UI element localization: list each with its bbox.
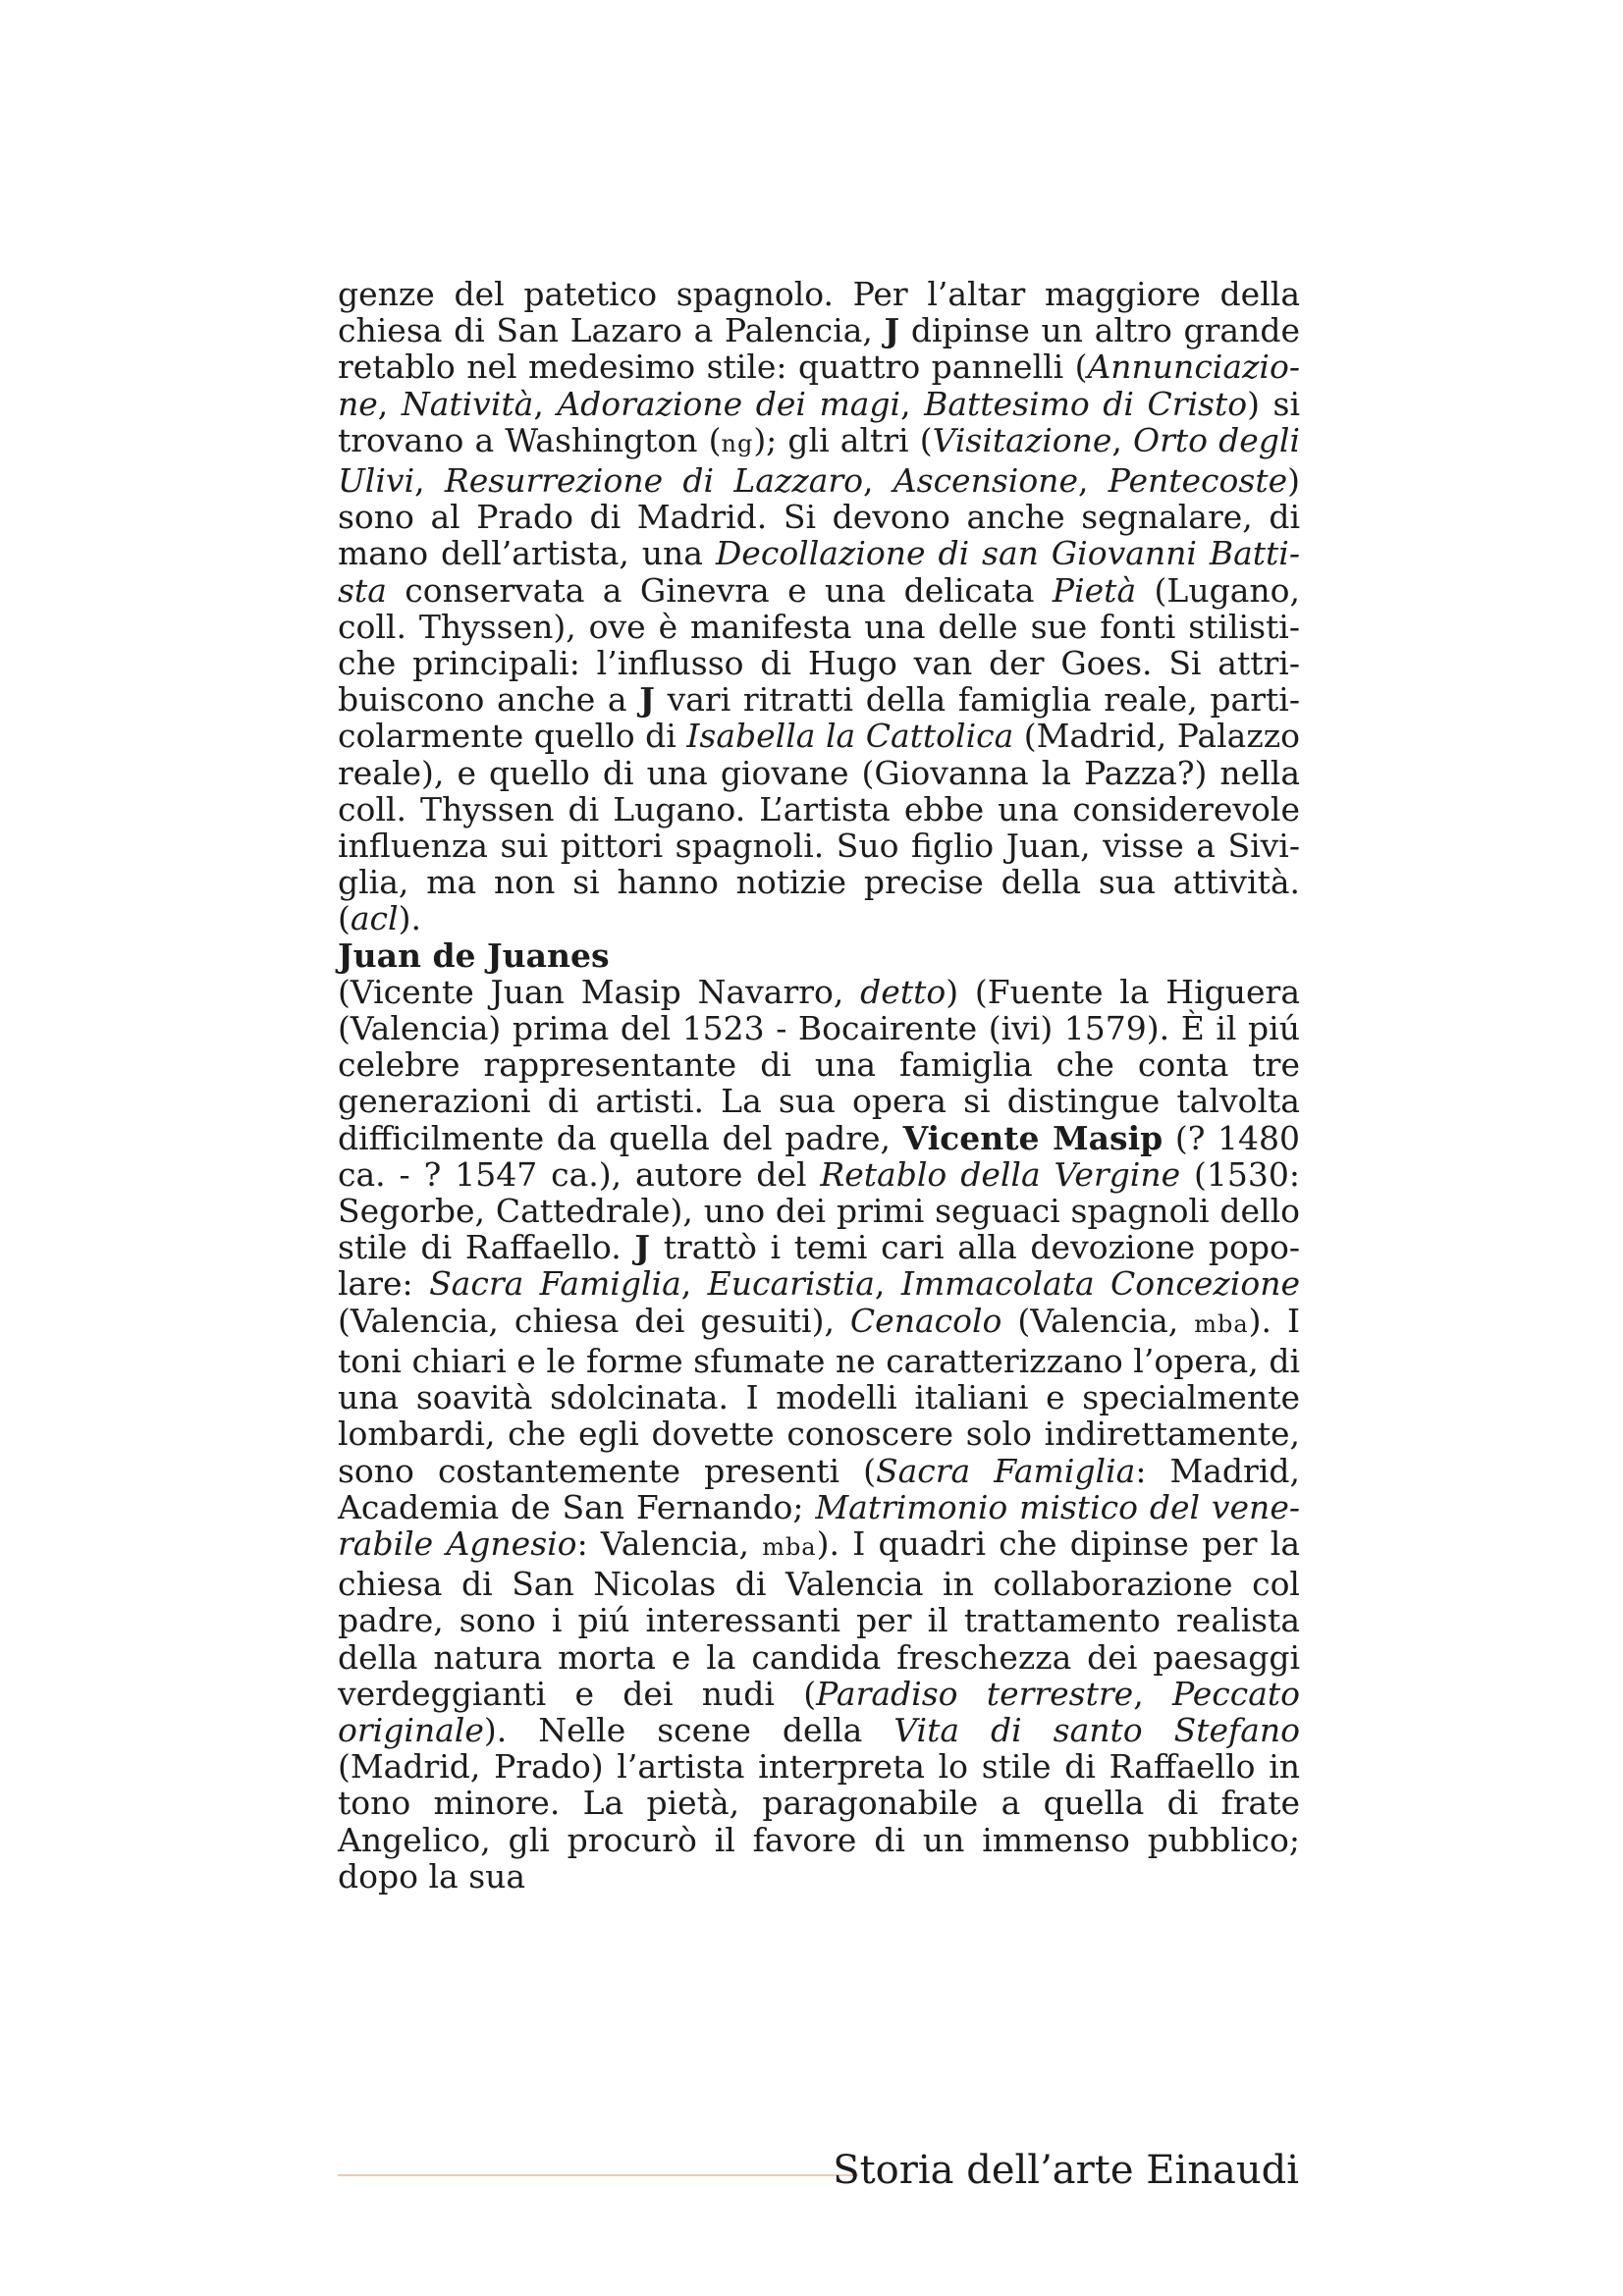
text-run: vari ritratti della famiglia reale, particolarmente quello di	[338, 680, 1300, 756]
italic-run: Paradiso terrestre	[816, 1674, 1134, 1713]
italic-run: Peccato originale	[338, 1674, 1301, 1749]
text-run: ). Nelle scene della	[483, 1710, 894, 1749]
bold-run: J	[639, 680, 655, 720]
text-run: trattò i temi cari alla devozione popolare:	[338, 1228, 1301, 1304]
footer-rule	[338, 2174, 858, 2176]
text-run: ).	[398, 899, 421, 938]
text-run: ) (Fuente la Higuera (Valencia) prima del 1523 - Bocairente (ivi) 1579). È il piú celebre rappresentante di una famiglia che conta tre generazioni di artisti. La sua opera si distingue talvolta difficilmente da quella del padre,	[338, 972, 1300, 1157]
footer-publisher-label: Storia dell’arte Einaudi	[833, 2148, 1299, 2193]
text-run: (Vicente Juan Masip Navarro,	[338, 972, 861, 1011]
paragraph-continuation	[338, 276, 1300, 937]
smallcaps-run: mba	[762, 1532, 817, 1561]
text-run: ); gli altri (	[753, 420, 933, 459]
text-run: (1530: Segorbe, Cattedrale), uno dei primi seguaci spagnoli dello stile di Raffaello.	[338, 1154, 1300, 1267]
italic-run: Decollazione di san Giovanni Battista	[338, 534, 1300, 610]
text-run: : Valencia,	[576, 1523, 763, 1563]
text-run: ). I toni chiari e le forme sfumate ne caratterizzano l’opera, di una soavità sdolcinata. I modelli italiani e specialmente lombardi, che egli dovette conoscere solo indirettamente, sono costantemente presenti (	[338, 1301, 1300, 1490]
italic-run: Isabella la Cattolica	[686, 717, 1014, 756]
text-run: ) sono al Prado di Madrid. Si devono anche segnalare, di mano dell’artista, una	[338, 461, 1300, 573]
italic-run: Natività	[401, 384, 534, 423]
italic-run: Sacra Famiglia	[429, 1264, 681, 1304]
text-column	[338, 276, 1300, 1895]
text-run: ,	[680, 1264, 708, 1304]
text-run: ,	[900, 384, 925, 423]
text-run: (? 1480 ca. - ? 1547 ca.), autore del	[338, 1118, 1300, 1194]
italic-run: Adorazione dei magi	[557, 384, 901, 423]
italic-run: Retablo della Vergine	[820, 1154, 1181, 1194]
entry-title: Juan de Juanes	[338, 935, 610, 975]
italic-run: Pietà	[1052, 570, 1137, 610]
text-run: genze del patetico spagnolo. Per l’altar maggiore della chiesa di San Lazaro a Palencia,	[338, 275, 1300, 350]
text-run: (Valencia, chiesa dei gesuiti),	[338, 1301, 850, 1340]
text-run: ,	[533, 384, 558, 423]
text-run: (Madrid, Palazzo reale), e quello di una giovane (Giovanna la Pazza?) nella coll. Thyssen di Lugano. L’artista ebbe una considerevole influenza sui pittori spagnoli. Suo figlio Juan, visse a Siviglia, ma non si hanno notizie precise della sua attività. (	[338, 717, 1300, 938]
italic-run: Eucaristia	[707, 1264, 875, 1304]
italic-run: detto	[860, 972, 947, 1011]
italic-run: Sacra Famiglia	[875, 1451, 1136, 1490]
italic-run: Vita di santo Stefano	[893, 1710, 1300, 1749]
text-run: ,	[874, 1264, 901, 1304]
text-run: (Valencia,	[1001, 1301, 1195, 1340]
italic-run: Matrimonio mistico del venerabile Agnesio	[338, 1487, 1301, 1563]
text-run: ,	[1133, 1674, 1172, 1713]
text-run: (Lugano, coll. Thyssen), ove è manifesta una delle sue fonti stilistiche principali: l’influsso di Hugo van der Goes. Si attribuiscono anche a	[338, 570, 1300, 720]
smallcaps-run: mba	[1194, 1309, 1249, 1338]
bold-run: J	[634, 1228, 651, 1267]
text-run: ). I quadri che dipinse per la chiesa di San Nicolas di Valencia in collaborazione col padre, sono i piú interessanti per il trattamento realista della natura morta e la candida freschezza dei paesaggi verdeggianti e dei nudi (	[338, 1523, 1300, 1713]
text-run: conservata a Ginevra e una delicata	[386, 570, 1053, 610]
italic-run: Pentecoste	[1108, 461, 1288, 501]
italic-run: Visitazione	[932, 420, 1112, 459]
italic-run: acl	[350, 899, 399, 938]
italic-run: Annunciazione	[338, 347, 1300, 423]
text-run: dipinse un altro grande retablo nel medesimo stile: quattro pannelli (	[338, 311, 1301, 387]
paragraph-entry-body	[338, 974, 1300, 1895]
smallcaps-run: ng	[721, 429, 754, 457]
bold-run: J	[884, 311, 900, 350]
text-run: ,	[863, 461, 893, 501]
bold-run: Vicente Masip	[902, 1118, 1163, 1157]
text-run: ,	[414, 461, 445, 501]
italic-run: Battesimo di Cristo	[924, 384, 1248, 423]
text-run: ,	[1077, 461, 1109, 501]
text-run: : Madrid, Academia de San Fernando;	[338, 1451, 1300, 1526]
text-run: ) si trovano a Washington (	[338, 384, 1300, 459]
text-run: (Madrid, Prado) l’artista interpreta lo stile di Raffaello in tono minore. La pietà, paragonabile a quella di frate Angelico, gli procurò il favore di un immenso pubblico; dopo la sua	[338, 1747, 1300, 1896]
italic-run: Immacolata Concezione	[900, 1264, 1300, 1304]
italic-run: Cenacolo	[849, 1301, 1002, 1340]
italic-run: Ascensione	[893, 461, 1078, 501]
italic-run: Orto degli Ulivi	[338, 420, 1300, 501]
text-run: ,	[377, 384, 402, 423]
italic-run: Resurrezione di Lazzaro	[444, 461, 864, 501]
text-run: ,	[1111, 420, 1134, 459]
